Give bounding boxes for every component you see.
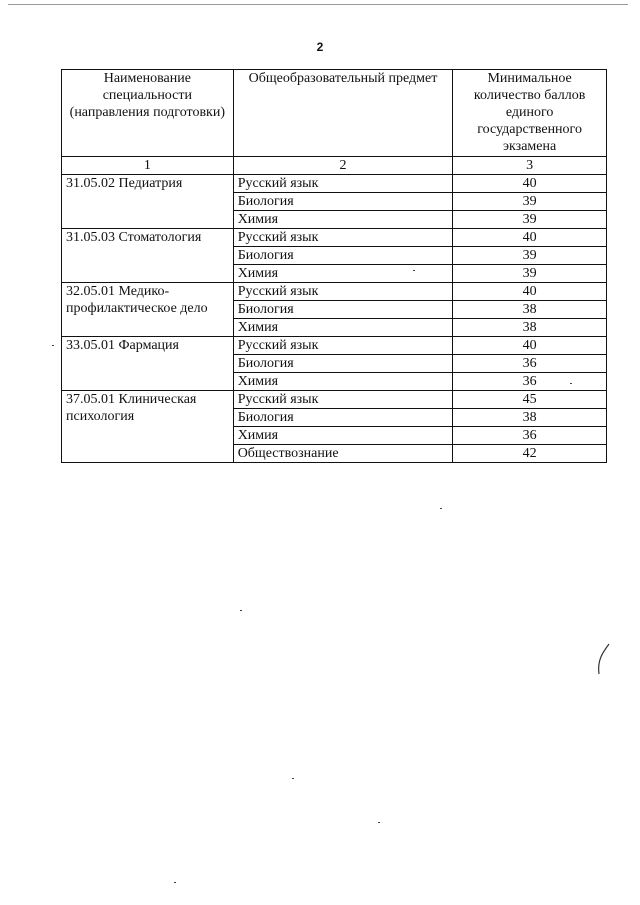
subject-cell: Русский язык [233,175,453,193]
score-cell: 39 [453,193,607,211]
subject-cell: Русский язык [233,229,453,247]
table-row [62,229,607,247]
subject-cell: Биология [233,247,453,265]
table-row [62,283,607,301]
subject-cell: Биология [233,193,453,211]
subject-cell: Химия [233,319,453,337]
scan-speck [440,508,442,509]
specialty-cell: 31.05.02 Педиатрия [62,175,234,229]
subject-cell: Химия [233,211,453,229]
subject-cell: Русский язык [233,391,453,409]
table-header-row [62,70,607,157]
specialty-cell: 31.05.03 Стоматология [62,229,234,283]
pen-stroke-icon [593,640,613,680]
score-cell: 36 [453,355,607,373]
column-number: 2 [233,157,453,175]
score-cell: 45 [453,391,607,409]
score-cell: 40 [453,229,607,247]
table-row [62,175,607,193]
score-cell: 39 [453,211,607,229]
subject-cell: Русский язык [233,337,453,355]
header-subject: Общеобразовательный предмет [233,70,453,157]
score-cell: 36 [453,427,607,445]
page-number: 2 [316,40,324,54]
column-number: 1 [62,157,234,175]
scan-top-edge [8,4,628,5]
specialty-cell: 32.05.01 Медико-профилактическое дело [62,283,234,337]
scan-speck [174,882,176,883]
scan-speck [52,345,54,346]
subject-cell: Биология [233,301,453,319]
score-cell: 39 [453,265,607,283]
scan-speck [570,383,572,384]
score-cell: 40 [453,175,607,193]
score-cell: 40 [453,337,607,355]
specialty-cell: 37.05.01 Клиническая психология [62,391,234,463]
subject-cell: Биология [233,409,453,427]
table-row [62,391,607,409]
subject-cell: Химия [233,373,453,391]
specialty-cell: 33.05.01 Фармация [62,337,234,391]
score-cell: 39 [453,247,607,265]
scan-speck [240,610,242,611]
subject-cell: Химия [233,427,453,445]
score-cell: 38 [453,319,607,337]
header-specialty: Наименование специальности (направления подготовки) [62,70,234,157]
exam-scores-table [61,69,607,463]
column-number-row [62,157,607,175]
subject-cell: Обществознание [233,445,453,463]
subject-cell: Русский язык [233,283,453,301]
subject-cell: Химия [233,265,453,283]
scan-speck [292,778,294,779]
score-cell: 38 [453,301,607,319]
table-row [62,337,607,355]
score-cell: 42 [453,445,607,463]
score-cell: 40 [453,283,607,301]
subject-cell: Биология [233,355,453,373]
scan-speck [413,270,415,271]
column-number: 3 [453,157,607,175]
score-cell: 38 [453,409,607,427]
header-min-score: Минимальное количество баллов единого государственного экзамена [453,70,607,157]
scan-speck [378,822,380,823]
score-cell: 36 [453,373,607,391]
